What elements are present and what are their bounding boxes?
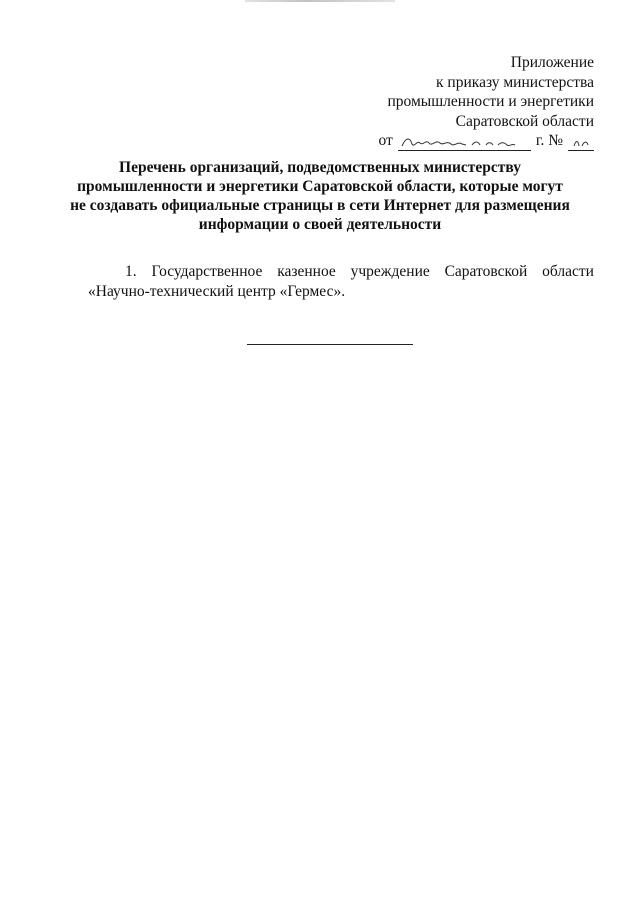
title-line-1: Перечень организаций, подведомственных министерству bbox=[119, 159, 521, 176]
list-item-word: Государственное bbox=[151, 263, 263, 280]
appendix-order-ref: к приказу министерства bbox=[436, 73, 594, 91]
title-line-2: промышленности и энергетики Саратовской области, которые могут bbox=[77, 178, 563, 195]
list-item bbox=[88, 262, 594, 301]
end-divider bbox=[247, 344, 413, 345]
list-item-word: области bbox=[542, 263, 594, 280]
list-item-line-1 bbox=[88, 262, 594, 282]
appendix-region: Саратовской области bbox=[455, 112, 594, 130]
appendix-date-number bbox=[379, 131, 594, 151]
list-item-word: казенное bbox=[277, 263, 336, 280]
handwritten-date-scribble bbox=[398, 135, 531, 150]
list-item-word: Саратовской bbox=[444, 263, 528, 280]
scan-edge-artifact bbox=[245, 0, 395, 2]
handwritten-date-field bbox=[398, 135, 531, 151]
list-item-word: учреждение bbox=[350, 263, 430, 280]
appendix-title: Приложение bbox=[510, 54, 594, 71]
list-item-number: 1. bbox=[125, 263, 137, 280]
appendix-ministry: промышленности и энергетики bbox=[387, 93, 594, 110]
document-title bbox=[60, 158, 580, 234]
number-label: г. № bbox=[535, 132, 563, 149]
title-line-4: информации о своей деятельности bbox=[198, 216, 442, 233]
from-label: от bbox=[378, 132, 393, 149]
title-line-3: не создавать официальные страницы в сети Интернет для размещения bbox=[70, 197, 570, 214]
handwritten-number-scribble bbox=[568, 135, 594, 150]
appendix-header bbox=[379, 53, 594, 151]
list-item-line-2: «Научно-технический центр «Гермес». bbox=[88, 282, 346, 300]
handwritten-number-field bbox=[568, 135, 594, 151]
